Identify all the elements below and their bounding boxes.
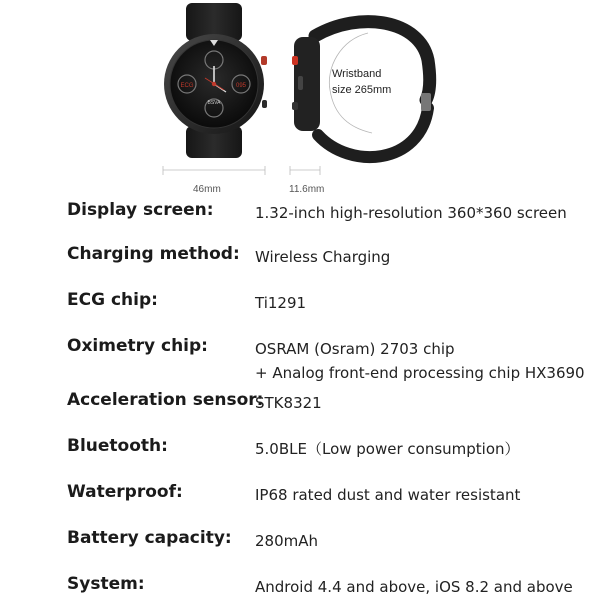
spec-label: Acceleration sensor: (67, 390, 264, 410)
spec-label: Oximetry chip: (67, 336, 208, 356)
spec-label: Display screen: (67, 200, 214, 220)
spec-label: Bluetooth: (67, 436, 168, 456)
spec-value-line: OSRAM (Osram) 2703 chip (255, 340, 455, 358)
spec-value-line: Ti1291 (255, 294, 307, 312)
spec-value-line: STK8321 (255, 394, 322, 412)
thickness-dimension-label: 11.6mm (289, 184, 325, 195)
spec-value-line: 280mAh (255, 532, 319, 550)
spec-label: Charging method: (67, 244, 240, 264)
spec-value (255, 201, 567, 225)
spec-value (255, 291, 306, 315)
spec-label: ECG chip: (67, 290, 158, 310)
spec-value (255, 437, 520, 461)
spec-label: Waterproof: (67, 482, 183, 502)
spec-value (255, 529, 318, 553)
face-text-left: ECG (180, 83, 194, 89)
spec-value-line: Wireless Charging (255, 248, 391, 266)
face-text-right: 095 (235, 83, 247, 89)
face-text-bottom: BSVA (207, 100, 221, 106)
spec-value-line: 5.0BLE（Low power consumption） (255, 440, 520, 458)
spec-label: System: (67, 574, 145, 594)
wristband-label-line1: Wristband (332, 68, 382, 80)
spec-value-line: IP68 rated dust and water resistant (255, 486, 521, 504)
wristband-label-line2: size 265mm (332, 84, 392, 96)
spec-value (255, 575, 573, 599)
spec-value-line: Android 4.4 and above, iOS 8.2 and above (255, 578, 573, 596)
width-dimension-label: 46mm (193, 184, 221, 195)
spec-value-line: + Analog front-end processing chip HX3690 (255, 364, 585, 382)
spec-value (255, 391, 322, 415)
spec-value-line: 1.32-inch high-resolution 360*360 screen (255, 204, 567, 222)
spec-value (255, 483, 520, 507)
spec-value (255, 245, 390, 269)
spec-value (255, 337, 585, 385)
spec-label: Battery capacity: (67, 528, 232, 548)
